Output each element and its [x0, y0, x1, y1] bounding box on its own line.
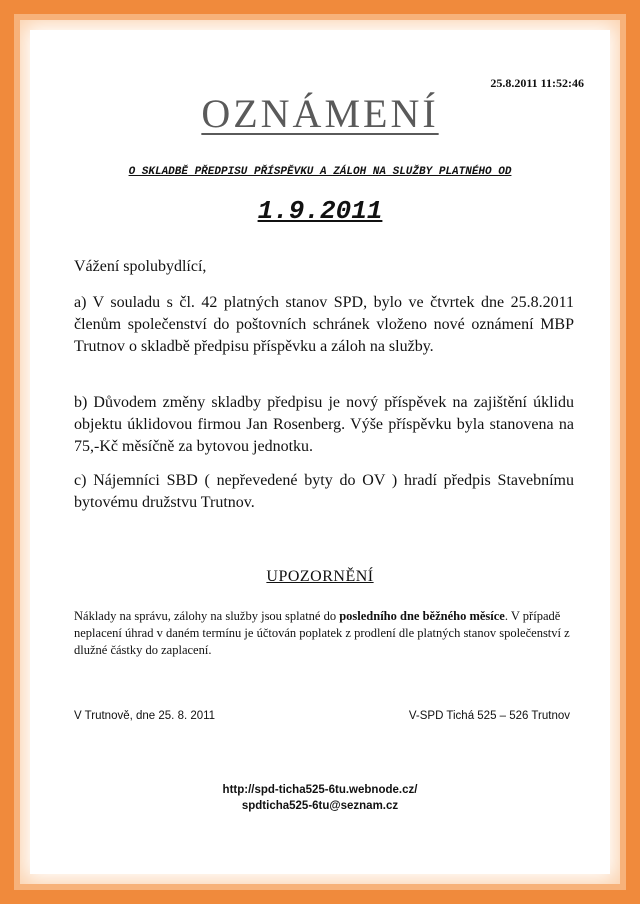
website-link[interactable]: http://spd-ticha525-6tu.webnode.cz/ — [222, 784, 418, 796]
payment-notice — [74, 608, 574, 659]
paragraph-a: a) V souladu s čl. 42 platných stanov SPD, bylo ve čtvrtek dne 25.8.2011 členům společenství do poštovních schránek vloženo nové oznámení MBP Trutnov o skladbě předpisu příspěvku a záloh na služby. — [74, 294, 574, 355]
notice-deadline: posledního dne běžného měsíce — [339, 609, 505, 623]
document-page — [30, 30, 610, 874]
warning-title: UPOZORNĚNÍ — [266, 568, 374, 585]
timestamp: 25.8.2011 11:52:46 — [490, 76, 584, 90]
notice-text-start: Náklady na správu, zálohy na služby jsou splatné do — [74, 609, 340, 623]
notice-text-end: . V případě neplacení úhrad v daném termínu je účtován poplatek z prodlení dle platných stanov společenství z dlužné částky do zaplacení. — [74, 609, 570, 657]
greeting: Vážení spolubydlící, — [74, 258, 207, 275]
issuer: V-SPD Tichá 525 – 526 Trutnov — [408, 710, 570, 722]
effective-date: 1.9.2011 — [257, 196, 383, 226]
paragraph-c: c) Nájemníci SBD ( nepřevedené byty do OV ) hradí předpis Stavebnímu bytovému družstvu Trutnov. — [74, 472, 574, 511]
place-date: V Trutnově, dne 25. 8. 2011 — [74, 710, 216, 722]
page-title: OZNÁMENÍ — [201, 91, 439, 136]
email-link[interactable]: spdticha525-6tu@seznam.cz — [241, 800, 399, 812]
subtitle: O SKLADBĚ PŘEDPISU PŘÍSPĚVKU A ZÁLOH NA SLUŽBY PLATNÉHO OD — [128, 166, 512, 178]
paragraph-b: b) Důvodem změny skladby předpisu je nový příspěvek na zajištění úklidu objektu úklidovou firmou Jan Rosenberg. Výše příspěvku byla stanovena na 75,-Kč měsíčně za bytovou jednotku. — [74, 394, 574, 455]
